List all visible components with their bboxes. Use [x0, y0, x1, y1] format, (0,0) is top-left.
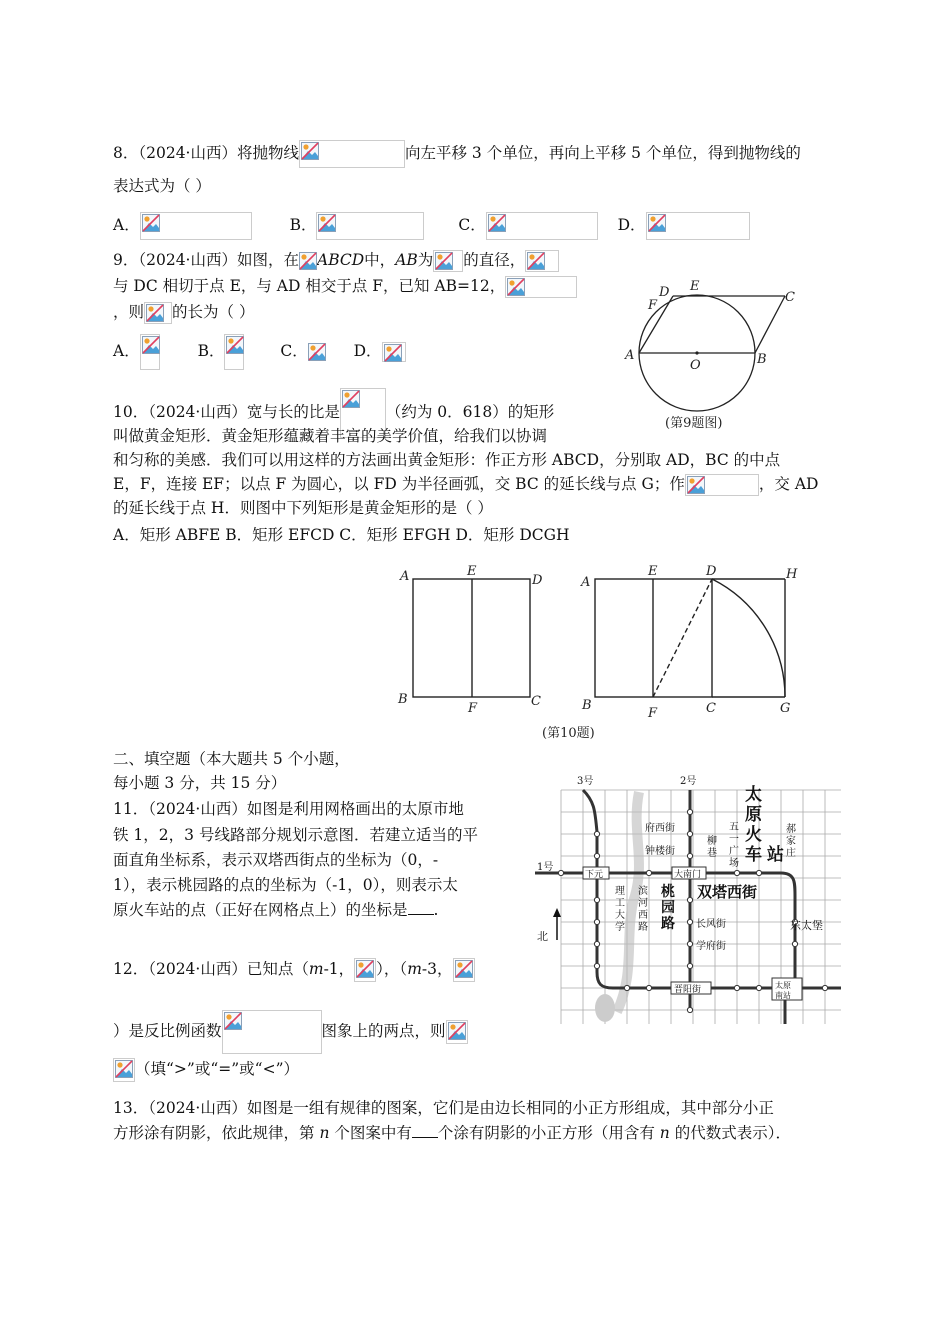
q11-line3: 面直角坐标系，表示双塔西街点的坐标为（0，-: [113, 851, 439, 869]
ligong-4: 学: [615, 922, 625, 933]
q11-metro-map: [535, 772, 841, 1032]
q9-figure: [620, 274, 810, 434]
broken-image-icon: [142, 336, 160, 354]
taiyuan-1: 太: [745, 785, 762, 805]
q10-options: A．矩形 ABFE B．矩形 EFCD C．矩形 EFGH D．矩形 DCGH: [113, 526, 570, 544]
broken-image-icon: [301, 142, 319, 160]
y2-image: [453, 958, 475, 982]
option-a-label: A．: [113, 216, 140, 234]
broken-image-icon: [318, 214, 336, 232]
label-a: A: [625, 348, 635, 363]
haojia-1: 郝: [786, 824, 796, 835]
construction-image: [685, 474, 759, 496]
line-1-label: 1号: [537, 862, 554, 873]
answer-image: [113, 1058, 135, 1082]
taiyuan-4: 车: [745, 845, 762, 865]
taiyuan-5: 站: [767, 845, 784, 865]
label-b: B: [757, 352, 767, 367]
q11-line1: 11．（2024·山西）如图是利用网格画出的太原市地: [113, 800, 464, 818]
binhe-3: 西: [638, 910, 648, 921]
broken-image-icon: [648, 214, 666, 232]
q9-caption: (第9题图): [665, 416, 723, 431]
ligong-1: 理: [615, 886, 625, 897]
broken-image-icon: [226, 336, 244, 354]
broken-image-icon: [488, 214, 506, 232]
label-g: G: [780, 701, 791, 716]
broken-image-icon: [455, 960, 473, 978]
haojia-2: 家: [786, 836, 796, 847]
broken-image-icon: [146, 304, 164, 322]
parallelogram-symbol-image: [299, 252, 317, 270]
station-xuefu: 学府街: [696, 941, 726, 952]
broken-image-icon: [384, 344, 402, 362]
broken-image-icon: [527, 252, 545, 270]
q10-line3: 和匀称的美感．我们可以用这样的方法画出黄金矩形：作正方形 ABCD，分别取 AD，BC 的中点: [113, 451, 781, 469]
park-area: [595, 994, 615, 1022]
broken-image-icon: [687, 476, 705, 494]
label-c: C: [785, 290, 795, 305]
option-b-image: [316, 212, 424, 240]
section-2-title: 二、填空题（本大题共 5 个小题，: [113, 750, 350, 768]
north-label: 北: [537, 930, 548, 943]
label-e: E: [690, 279, 700, 294]
q10-line2: 叫做黄金矩形．黄金矩形蕴藏着丰富的美学价值，给我们以协调: [113, 427, 548, 445]
q11-line5: 原火车站的点（正好在网格点上）的坐标是 .: [113, 901, 439, 919]
q10-caption: (第10题): [542, 726, 595, 741]
label-f: F: [468, 701, 478, 716]
broken-image-icon: [224, 1012, 242, 1030]
q10-line1: 10．（2024·山西）宽与长的比是 （约为 0．618）的矩形: [113, 388, 554, 438]
label-b2: B: [582, 698, 592, 713]
q12-line3: （填“>”或“=”或“<”）: [113, 1058, 299, 1082]
q12-line2: ）是反比例函数 图象上的两点，则: [113, 1010, 468, 1054]
circle-o-image: [525, 250, 559, 272]
q11-line4: 1），表示桃园路的点的坐标为（-1，0），则表示太: [113, 876, 458, 894]
wuyi-3: 广: [729, 846, 739, 857]
arc-image: [144, 302, 172, 324]
line-2-label: 2号: [680, 776, 697, 787]
station-xiayuan: 下元: [585, 870, 604, 880]
option-d-label: D．: [617, 216, 646, 234]
label-f: F: [648, 298, 658, 313]
option-b-label: B．: [289, 216, 317, 234]
function-image: [222, 1010, 322, 1054]
q9-options: A． B． C． D．: [113, 334, 406, 370]
label-f2: F: [648, 706, 658, 721]
broken-image-icon: [435, 252, 453, 270]
option-c-image: [308, 343, 328, 361]
q13-line2: 方形涂有阴影，依此规律，第 n 个图案中有 个涂有阴影的小正方形（用含有 n 的代数式表示）．: [113, 1124, 791, 1142]
broken-image-icon: [507, 278, 525, 296]
compare-image: [446, 1020, 468, 1044]
taiyuan-3: 火: [745, 825, 762, 845]
taoyuan-1: 桃: [661, 884, 675, 900]
station-changfeng: 长风街: [696, 919, 726, 930]
section-2-subtitle: 每小题 3 分，共 15 分）: [113, 774, 287, 792]
taoyuan-2: 园: [661, 900, 675, 916]
station-nanzhan-2: 南站: [775, 991, 791, 1000]
y1-image: [354, 958, 376, 982]
liuxiang-2: 巷: [707, 848, 717, 859]
broken-image-icon: [142, 214, 160, 232]
station-nanzhan-1: 太原: [775, 981, 791, 990]
q10-figure: [390, 560, 810, 746]
option-a-image: [140, 212, 252, 240]
label-d: D: [659, 285, 670, 300]
q8-line1: 8．（2024·山西）将抛物线 向左平移 3 个单位，再向上平移 5 个单位，得到抛物线的: [113, 140, 801, 168]
liuxiang-1: 柳: [707, 836, 717, 847]
broken-image-icon: [356, 960, 374, 978]
label-d2: D: [706, 564, 717, 579]
q11-line2: 铁 1，2，3 号线路部分规划示意图．若建立适当的平: [113, 826, 478, 844]
station-danan: 大南门: [674, 870, 702, 880]
option-c-label: C．: [458, 216, 486, 234]
q10-line5: 的延长线于点 H．则图中下列矩形是黄金矩形的是（ ）: [113, 499, 493, 517]
option-b-image: [224, 334, 244, 370]
label-e: E: [467, 564, 477, 579]
line-3-label: 3号: [577, 776, 594, 787]
ligong-2: 工: [615, 898, 625, 909]
wuyi-4: 场: [729, 858, 739, 869]
option-a-image: [140, 334, 160, 370]
binhe-2: 河: [638, 898, 648, 909]
station-zhonglou: 钟楼街: [645, 846, 675, 857]
q9-line1: 9．（2024·山西）如图，在 ABCD中，AB为 的直径，: [113, 250, 559, 272]
answer-blank: [412, 1137, 438, 1138]
q8-line2: 表达式为（ ）: [113, 177, 211, 195]
label-c2: C: [706, 701, 716, 716]
option-d-image: [382, 342, 406, 362]
taoyuan-3: 路: [661, 916, 675, 932]
binhe-1: 滨: [638, 886, 648, 897]
haojia-3: 庄: [786, 848, 796, 859]
q9-line3: ，则 的长为（ ）: [113, 302, 254, 324]
option-c-image: [486, 212, 598, 240]
answer-blank: [408, 914, 434, 915]
station-dongtai: 东太堡: [790, 919, 823, 932]
q10-line4: E，F，连接 EF；以点 F 为圆心，以 FD 为半径画弧，交 BC 的延长线与点 G；作 ，交 AD: [113, 474, 818, 496]
label-b: B: [398, 692, 408, 707]
wuyi-1: 五: [729, 822, 739, 833]
label-o: O: [690, 358, 701, 373]
wuyi-2: 一: [729, 834, 739, 845]
q9-line2: 与 DC 相切于点 E，与 AD 相交于点 F，已知 AB=12，: [113, 276, 577, 298]
station-jinyang: 晋阳街: [674, 985, 702, 995]
taiyuan-2: 原: [745, 805, 762, 825]
label-e2: E: [648, 564, 658, 579]
broken-image-icon: [115, 1060, 133, 1078]
label-a2: A: [581, 575, 591, 590]
broken-image-icon: [308, 343, 326, 361]
label-d: D: [532, 573, 543, 588]
binhe-4: 路: [638, 922, 648, 933]
q13-line1: 13．（2024·山西）如图是一组有规律的图案，它们是由边长相同的小正方形组成，其中部分小正: [113, 1099, 774, 1117]
label-a: A: [400, 569, 410, 584]
formula-image: [299, 140, 405, 168]
broken-image-icon: [448, 1022, 466, 1040]
circle-o-image: [433, 250, 463, 272]
station-fuxi: 府西街: [645, 823, 675, 834]
q12-line1: 12．（2024·山西）已知点（m-1， ），（m-3，: [113, 958, 475, 982]
ligong-3: 大: [615, 910, 625, 921]
angle-condition-image: [505, 276, 577, 298]
station-shuangta: 双塔西街: [697, 883, 758, 901]
option-d-image: [646, 212, 750, 240]
broken-image-icon: [299, 252, 317, 270]
label-c: C: [531, 694, 541, 709]
q8-options: [113, 212, 750, 240]
broken-image-icon: [342, 390, 360, 408]
label-h: H: [786, 567, 798, 582]
